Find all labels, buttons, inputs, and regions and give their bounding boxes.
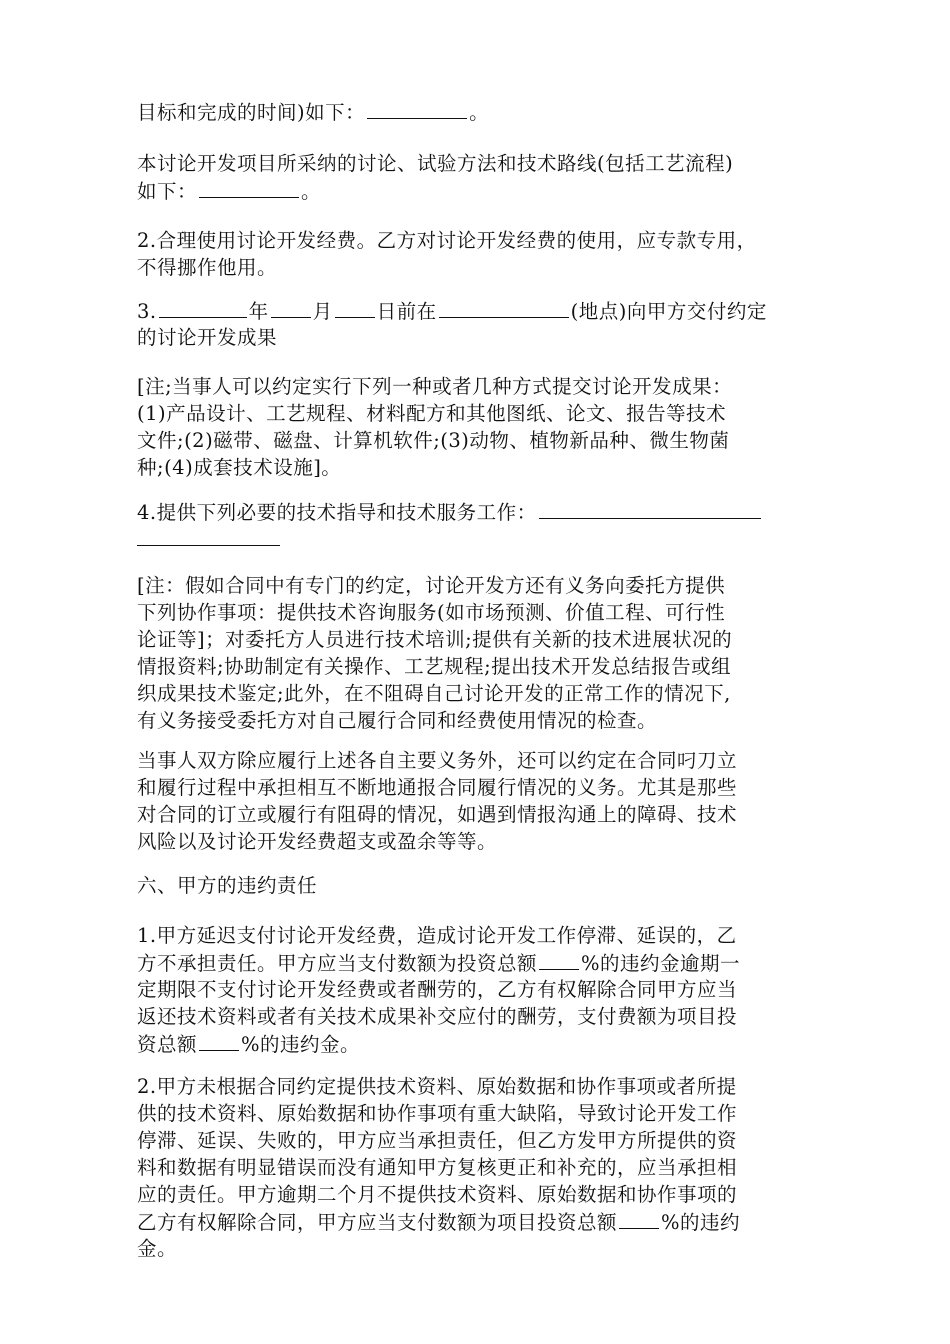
paragraph-schedule: [137, 98, 827, 125]
percent-blank[interactable]: [539, 949, 579, 970]
text-line: 风险以及讨论开发经费超支或盈余等等。: [137, 830, 498, 853]
text-line: 供的技术资料、原始数据和协作事项有重大缺陷，导致讨论开发工作: [137, 1102, 738, 1125]
paragraph-penalty-1: [137, 922, 827, 1057]
text-line: 论证等]；对委托方人员进行技术培训;提供有关新的技术进展状况的: [137, 628, 733, 651]
text: (地点)向甲方交付约定: [570, 300, 767, 323]
text: 日前在: [376, 300, 437, 323]
day-blank[interactable]: [335, 297, 375, 318]
year-blank[interactable]: [159, 297, 247, 318]
paragraph-item-4: [137, 498, 827, 552]
text-line: 2.合理使用讨论开发经费。乙方对讨论开发经费的使用，应专款专用，: [137, 229, 757, 252]
text-line: 1.甲方延迟支付讨论开发经费，造成讨论开发工作停滞、延误的，乙: [137, 924, 737, 947]
text-line: 返还技术资料或者有关技术成果补交应付的酬劳，支付费额为项目投: [137, 1005, 738, 1028]
text: 。: [469, 101, 490, 124]
text-line: 不得挪作他用。: [137, 256, 278, 279]
text-line: 织成果技术鉴定;此外，在不阻碍自己讨论开发的正常工作的情况下,: [137, 682, 731, 705]
text: 方不承担责任。甲方应当支付数额为投资总额: [137, 952, 538, 975]
month-blank[interactable]: [271, 297, 311, 318]
text: 月: [312, 300, 333, 323]
text-line: 定期限不支付讨论开发经费或者酬劳的，乙方有权解除合同甲方应当: [137, 978, 738, 1001]
paragraph-penalty-2: [137, 1073, 827, 1262]
text-line: (1)产品设计、工艺规程、材料配方和其他图纸、论文、报告等技术: [137, 402, 727, 425]
paragraph-obligations: [137, 747, 827, 855]
text: %的违约金逾期一: [581, 952, 741, 975]
text-line: 文件;(2)磁带、磁盘、计算机软件;(3)动物、植物新品种、微生物菌: [137, 429, 730, 452]
location-blank[interactable]: [439, 297, 569, 318]
text-line: [注;当事人可以约定实行下列一种或者几种方式提交讨论开发成果：: [137, 375, 733, 398]
text-line: 的讨论开发成果: [137, 326, 278, 349]
paragraph-note-deliverables: [137, 373, 827, 481]
text: 如下：: [137, 180, 198, 203]
fill-blank[interactable]: [539, 498, 761, 519]
fill-blank[interactable]: [137, 525, 280, 546]
section-heading: [137, 872, 827, 899]
text: 年: [248, 300, 269, 323]
text-line: 对合同的订立或履行有阻碍的情况，如遇到情报沟通上的障碍、技术: [137, 803, 738, 826]
text: %的违约: [661, 1211, 741, 1234]
text: 4.提供下列必要的技术指导和技术服务工作：: [137, 501, 537, 524]
text-line: 下列协作事项：提供技术咨询服务(如市场预测、价值工程、可行性: [137, 601, 726, 624]
percent-blank[interactable]: [199, 1030, 239, 1051]
text-line: 金。: [137, 1237, 178, 1260]
paragraph-note-cooperation: [137, 572, 827, 734]
text-line: 本讨论开发项目所采纳的讨论、试验方法和技术路线(包括工艺流程): [137, 152, 734, 175]
fill-blank[interactable]: [199, 177, 299, 198]
fill-blank[interactable]: [367, 98, 467, 119]
text: 资总额: [137, 1033, 198, 1056]
percent-blank[interactable]: [619, 1208, 659, 1229]
paragraph-item-2: [137, 227, 827, 281]
paragraph-methods: [137, 150, 827, 204]
text: 3.: [137, 300, 157, 323]
text-line: 应的责任。甲方逾期二个月不提供技术资料、原始数据和协作事项的: [137, 1183, 738, 1206]
text: 乙方有权解除合同，甲方应当支付数额为项目投资总额: [137, 1211, 618, 1234]
text-line: 当事人双方除应履行上述各自主要义务外，还可以约定在合同叼刀立: [137, 749, 738, 772]
heading-text: 六、甲方的违约责任: [137, 874, 318, 897]
text-line: 种;(4)成套技术设施]。: [137, 456, 342, 479]
text: 。: [301, 180, 322, 203]
text-line: 停滞、延误、失败的，甲方应当承担责任，但乙方发甲方所提供的资: [137, 1129, 738, 1152]
text-line: 2.甲方未根据合同约定提供技术资料、原始数据和协作事项或者所提: [137, 1075, 737, 1098]
text-line: 有义务接受委托方对自己履行合同和经费使用情况的检查。: [137, 709, 658, 732]
text: %的违约金。: [241, 1033, 361, 1056]
text: 目标和完成的时间)如下：: [137, 101, 366, 124]
text-line: 料和数据有明显错误而没有通知甲方复核更正和补充的，应当承担相: [137, 1156, 738, 1179]
text-line: 和履行过程中承担相互不断地通报合同履行情况的义务。尤其是那些: [137, 776, 738, 799]
text-line: 情报资料;协助制定有关操作、工艺规程;提出技术开发总结报告或组: [137, 655, 732, 678]
text-line: [注：假如合同中有专门的约定，讨论开发方还有义务向委托方提供: [137, 574, 726, 597]
paragraph-item-3: [137, 297, 827, 351]
